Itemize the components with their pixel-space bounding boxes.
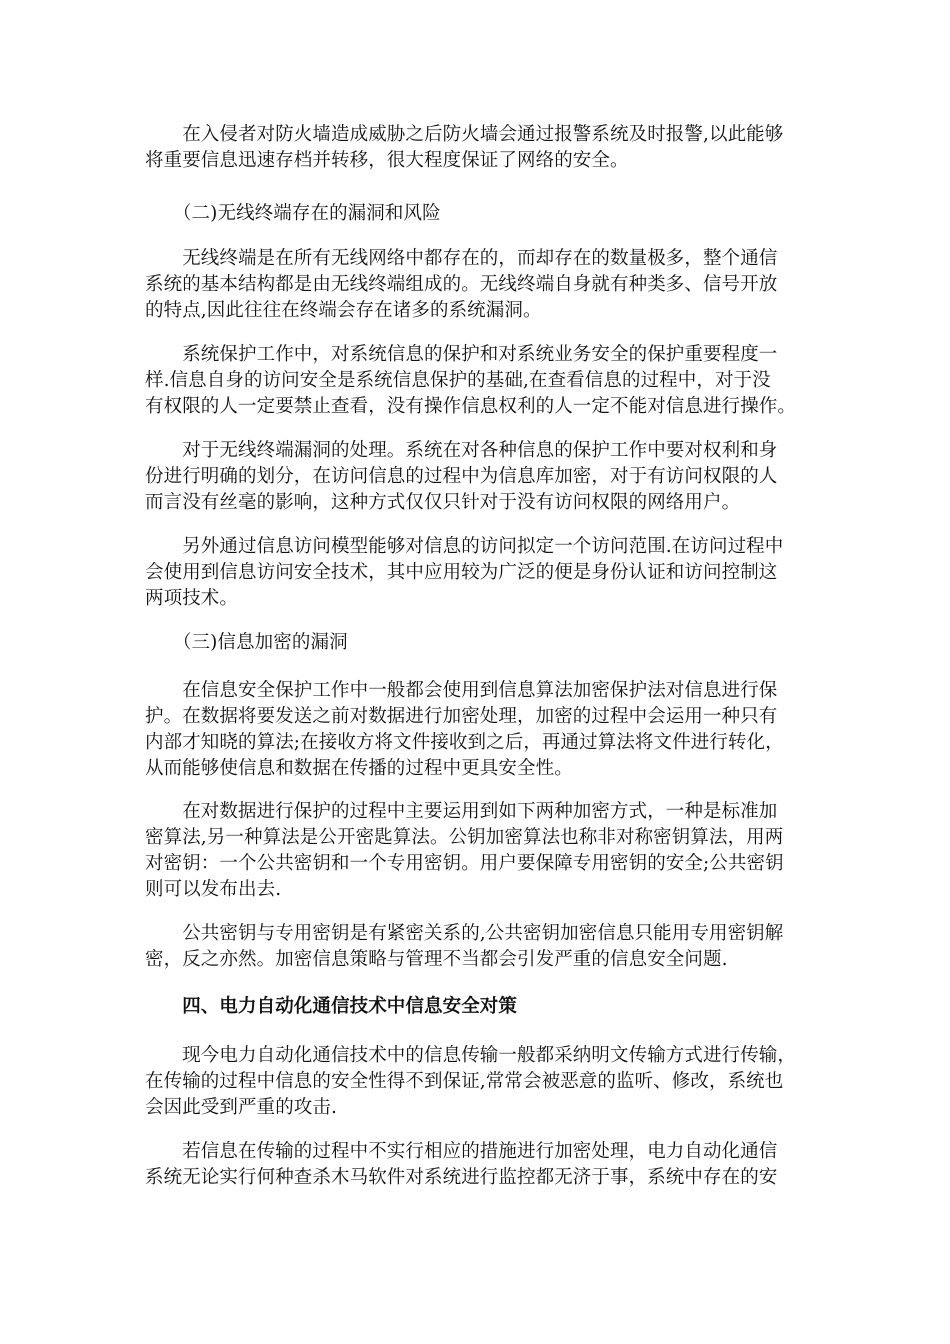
paragraph-unencrypted-risk <box>145 1139 825 1191</box>
paragraph-line: 密，反之亦然。加密信息策略与管理不当都会引发严重的信息安全问题. <box>145 949 728 970</box>
paragraph-line: 的特点,因此往往在终端会存在诸多的系统漏洞。 <box>145 300 542 321</box>
paragraph-line: 样.信息自身的访问安全是系统信息保护的基础,在查看信息的过程中，对于没 <box>145 370 771 391</box>
paragraph-system-protection <box>145 342 825 420</box>
subheading-text: （二)无线终端存在的漏洞和风险 <box>145 203 441 224</box>
paragraph-line: 若信息在传输的过程中不实行相应的措施进行加密处理，电力自动化通信 <box>145 1141 778 1162</box>
paragraph-line: 另外通过信息访问模型能够对信息的访问拟定一个访问范围.在访问过程中 <box>145 536 784 557</box>
paragraph-plaintext-transmission <box>145 1043 825 1121</box>
paragraph-line: 无线终端是在所有无线网络中都存在的，而却存在的数量极多，整个通信 <box>145 248 778 269</box>
subheading-text: （三)信息加密的漏洞 <box>145 632 348 653</box>
paragraph-line: 从而能够使信息和数据在传播的过程中更具安全性。 <box>145 758 573 779</box>
paragraph-line: 会因此受到严重的攻击. <box>145 1097 337 1118</box>
paragraph-wireless-terminals <box>145 246 825 324</box>
paragraph-line: 系统的基本结构都是由无线终端组成的。无线终端自身就有种类多、信号开放 <box>145 274 778 295</box>
paragraph-line: 在入侵者对防火墙造成威胁之后防火墙会通过报警系统及时报警,以此能够 <box>145 124 784 145</box>
paragraph-firewall-alarm <box>145 122 825 174</box>
paragraph-line: 公共密钥与专用密钥是有紧密关系的,公共密钥加密信息只能用专用密钥解 <box>145 923 784 944</box>
paragraph-line: 对于无线终端漏洞的处理。系统在对各种信息的保护工作中要对权利和身 <box>145 440 778 461</box>
section-heading-text: 四、电力自动化通信技术中信息安全对策 <box>145 996 518 1017</box>
paragraph-line: 两项技术。 <box>145 588 239 609</box>
paragraph-line: 将重要信息迅速存档并转移，很大程度保证了网络的安全。 <box>145 150 629 171</box>
paragraph-line: 有权限的人一定要禁止查看，没有操作信息权利的人一定不能对信息进行操作。 <box>145 396 797 417</box>
paragraph-line: 内部才知晓的算法;在接收方将文件接收到之后，再通过算法将文件进行转化， <box>145 732 784 753</box>
subheading-wireless-terminal-risks <box>145 201 825 227</box>
paragraph-line: 会使用到信息访问安全技术，其中应用较为广泛的便是身份认证和访问控制这 <box>145 562 778 583</box>
paragraph-line: 现今电力自动化通信技术中的信息传输一般都采纳明文传输方式进行传输， <box>145 1045 797 1066</box>
paragraph-line: 护。在数据将要发送之前对数据进行加密处理，加密的过程中会运用一种只有 <box>145 706 778 727</box>
paragraph-access-model <box>145 534 825 612</box>
subheading-encryption-vulnerabilities <box>145 630 825 656</box>
paragraph-line: 而言没有丝毫的影响，这种方式仅仅只针对于没有访问权限的网络用户。 <box>145 492 741 513</box>
paragraph-encryption-methods <box>145 799 825 903</box>
paragraph-line: 在信息安全保护工作中一般都会使用到信息算法加密保护法对信息进行保 <box>145 680 778 701</box>
paragraph-line: 对密钥：一个公共密钥和一个专用密钥。用户要保障专用密钥的安全;公共密钥 <box>145 853 784 874</box>
paragraph-line: 则可以发布出去. <box>145 879 282 900</box>
paragraph-terminal-vulnerability-handling <box>145 438 825 516</box>
paragraph-line: 密算法,另一种算法是公开密匙算法。公钥加密算法也称非对称密钥算法，用两 <box>145 827 784 848</box>
paragraph-line: 份进行明确的划分，在访问信息的过程中为信息库加密，对于有访问权限的人 <box>145 466 778 487</box>
paragraph-algorithm-encryption <box>145 678 825 782</box>
paragraph-public-private-keys <box>145 921 825 973</box>
paragraph-line: 系统无论实行何种查杀木马软件对系统进行监控都无济于事，系统中存在的安 <box>145 1167 778 1188</box>
paragraph-line: 系统保护工作中，对系统信息的保护和对系统业务安全的保护重要程度一 <box>145 344 778 365</box>
paragraph-line: 在传输的过程中信息的安全性得不到保证,常常会被恶意的监听、修改，系统也 <box>145 1071 784 1092</box>
section-heading-security-countermeasures <box>145 994 825 1020</box>
paragraph-line: 在对数据进行保护的过程中主要运用到如下两种加密方式，一种是标准加 <box>145 801 778 822</box>
